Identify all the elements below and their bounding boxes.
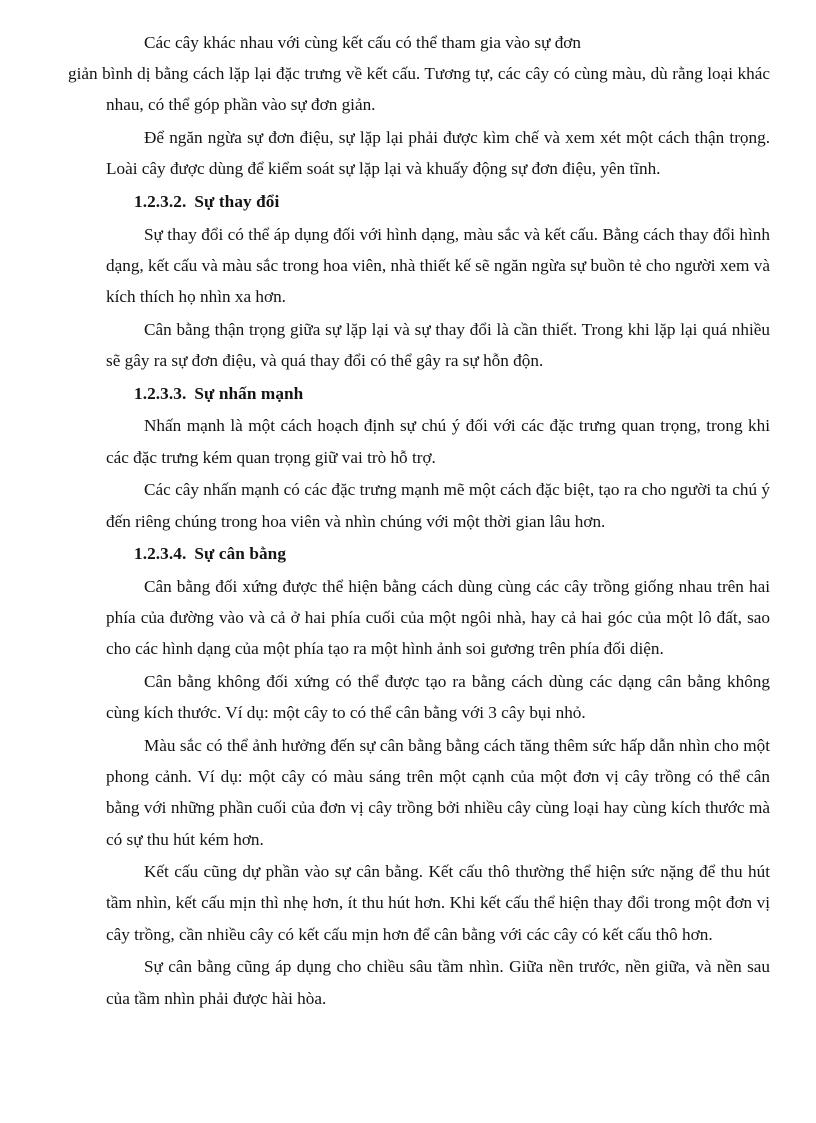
paragraph-symmetric-balance: Cân bằng đối xứng được thể hiện bằng cách dùng cùng các cây trồng giống nhau trên hai phía của đường vào và cả ở hai phía cuối của một ngôi nhà, hay cả hai góc của một lô đất, sao cho các hình dạng của một phía tạo ra một hình ảnh soi gương trên phía đối diện. <box>106 576 770 659</box>
paragraph-repetition-texture <box>68 27 770 121</box>
paragraph-continuation: giản bình dị bằng cách lặp lại đặc trưng về kết cấu. Tương tự, các cây có cùng màu, dù rằng loại khác nhau, có thể góp phần vào sự đơn giản. <box>68 64 770 115</box>
document-body <box>68 27 770 1015</box>
section-title: Sự cân bằng <box>194 544 287 564</box>
section-number: 1.2.3.2. <box>134 192 187 212</box>
paragraph-variety-balance: Cân bằng thận trọng giữa sự lặp lại và sự thay đổi là cần thiết. Trong khi lặp lại quá nhiều sẽ gây ra sự đơn điệu, và quá thay đổi có thể gây ra sự hỗn độn. <box>106 319 770 371</box>
section-title: Sự thay đổi <box>194 192 280 212</box>
section-title: Sự nhấn mạnh <box>194 383 304 403</box>
section-heading-emphasis <box>106 378 770 409</box>
paragraph-variety-definition: Sự thay đổi có thể áp dụng đối với hình dạng, màu sắc và kết cấu. Bằng cách thay đổi hình dạng, kết cấu và màu sắc trong hoa viên, nhà thiết kế sẽ ngăn ngừa sự buồn tẻ cho người xem và kích thích họ nhìn xa hơn. <box>106 224 770 307</box>
paragraph-depth-balance: Sự cân bằng cũng áp dụng cho chiều sâu tầm nhìn. Giữa nền trước, nền giữa, và nền sau của tầm nhìn phải được hài hòa. <box>106 957 770 1008</box>
paragraph-emphasis-plants: Các cây nhấn mạnh có các đặc trưng mạnh mẽ một cách đặc biệt, tạo ra cho người ta chú ý đến riêng chúng trong hoa viên và nhìn chúng với một thời gian lâu hơn. <box>106 480 770 531</box>
section-number: 1.2.3.3. <box>134 383 187 403</box>
section-number: 1.2.3.4. <box>134 544 187 564</box>
paragraph-avoid-monotony: Để ngăn ngừa sự đơn điệu, sự lặp lại phải được kìm chế và xem xét một cách thận trọng. Loài cây được dùng để kiểm soát sự lặp lại và khuấy động sự đơn điệu, yên tĩnh. <box>106 128 770 179</box>
paragraph-texture-balance: Kết cấu cũng dự phần vào sự cân bằng. Kết cấu thô thường thể hiện sức nặng để thu hút tầm nhìn, kết cấu mịn thì nhẹ hơn, ít thu hút hơn. Khi kết cấu thể hiện thay đổi trong một đơn vị cây trồng, cần nhiều cây có kết cấu mịn hơn để cân bằng với các cây có kết cấu thô hơn. <box>106 862 770 944</box>
section-heading-balance <box>106 538 770 569</box>
paragraph-color-balance: Màu sắc có thể ảnh hưởng đến sự cân bằng bằng cách tăng thêm sức hấp dẫn nhìn cho một phong cảnh. Ví dụ: một cây có màu sáng trên một cạnh của một đơn vị cây trồng có thể cân bằng với những phần cuối của đơn vị cây trồng bởi nhiều cây cùng loại hay cùng kích thước mà có sự thu hút kém hơn. <box>106 735 770 849</box>
paragraph-asymmetric-balance: Cân bằng không đối xứng có thể được tạo ra bằng cách dùng các dạng cân bằng không cùng kích thước. Ví dụ: một cây to có thể cân bằng với 3 cây bụi nhỏ. <box>106 672 770 723</box>
section-heading-variety <box>106 186 770 217</box>
paragraph-line: Các cây khác nhau với cùng kết cấu có thể tham gia vào sự đơn <box>144 33 581 52</box>
paragraph-emphasis-definition: Nhấn mạnh là một cách hoạch định sự chú ý đối với các đặc trưng quan trọng, trong khi các đặc trưng kém quan trọng giữ vai trò hỗ trợ. <box>106 416 770 467</box>
